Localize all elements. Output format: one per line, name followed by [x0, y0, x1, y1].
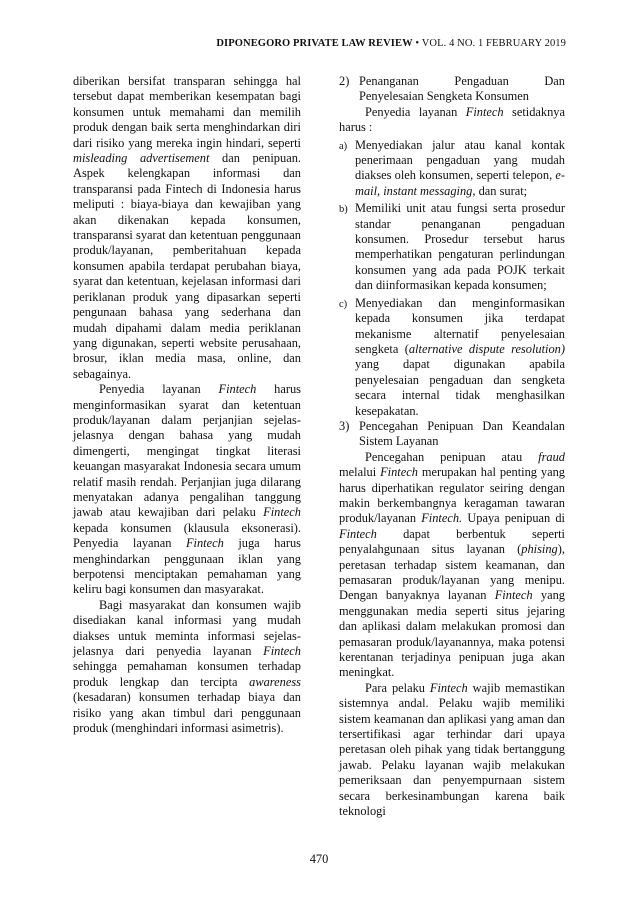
left-paragraph-2: Penyedia layanan Fintech harus menginformasikan syarat dan ketentuan produk/layanan dalam perjanjian sejelas-jelasnya dengan bahasa yang mudah dimengerti, mengingat tingkat literasi keuangan masyarakat Indonesia secara umum relatif masih rendah. Perjanjian juga dilarang menyatakan adanya pengalihan tanggung jawab atau kewajiban dari pelaku Fintech kepada konsumen (klausula eksonerasi). Penyedia layanan Fintech juga harus menghindarkan penggunaan iklan yang berpotensi menciptakan pemahaman yang keliru bagi konsumen dan masyarakat.: [73, 382, 301, 597]
volume-info: VOL. 4 NO. 1 FEBRUARY 2019: [421, 38, 566, 49]
left-column: [73, 74, 301, 736]
section-title: Pencegahan Penipuan Dan Keandalan Sistem Layanan: [359, 418, 565, 449]
right-paragraph-2: Pencegahan penipuan atau fraud melalui Fintech merupakan hal penting yang harus diperhatikan regulator seiring dengan makin berkembangnya keragaman tawaran produk/layanan Fintech. Upaya penipuan di Fintech dapat berbentuk seperti penyalahgunaan situs layanan (phising), peretasan terhadap sistem keamanan, dan pemasaran produk/layanan yang menipu. Dengan banyaknya layanan Fintech yang menggunakan media seperti situs jejaring dan aplikasi dalam melakukan promosi dan pemasaran produk/layanannya, maka potensi kerentanan terjadinya penipuan juga akan meningkat.: [339, 449, 565, 680]
list-number: 2): [339, 74, 350, 88]
list-item-a: a) Menyediakan jalur atau kanal kontak penerimaan pengaduan yang mudah diakses oleh konsumen, seperti telepon, e-mail, instant messaging, dan surat;: [339, 137, 565, 198]
section-heading-3: [339, 419, 565, 450]
right-column: [339, 74, 565, 820]
list-marker: a): [339, 140, 348, 152]
journal-title: DIPONEGORO PRIVATE LAW REVIEW: [216, 38, 413, 49]
section-heading-2: [339, 74, 565, 105]
right-paragraph-3: Para pelaku Fintech wajib memastikan sistemnya andal. Pelaku wajib memiliki sistem keamanan dan aplikasi yang aman dan tersertifikasi agar terhindar dari upaya peretasan oleh pihak yang tidak bertanggung jawab. Pelaku layanan wajib melakukan pemeriksaan dan penyempurnaan sistem secara berkesinambungan karena baik teknologi: [339, 680, 565, 819]
right-paragraph-1: Penyedia layanan Fintech setidaknya harus :: [339, 104, 565, 135]
list-marker: c): [339, 298, 348, 310]
list-item-b: b) Memiliki unit atau fungsi serta prosedur standar penanganan pengaduan konsumen. Prosedur tersebut harus memperhatikan pengaturan perlindungan konsumen yang ada pada POJK terkait dan diinformasikan kepada konsumen;: [339, 201, 565, 293]
list-marker: b): [339, 204, 348, 216]
list-number: 3): [339, 418, 350, 433]
page-number: 470: [309, 852, 329, 866]
list-item-c: c) Menyediakan dan menginformasikan kepada konsumen jika terdapat mekanisme alternatif penyelesaian sengketa (alternative dispute resolution) yang dapat digunakan apabila penyelesaian pengaduan dan sengketa secara internal tidak menghasilkan kesepakatan.: [339, 295, 565, 418]
section-title: Penanganan Pengaduan Dan Penyelesaian Sengketa Konsumen: [359, 74, 565, 104]
left-paragraph-3: Bagi masyarakat dan konsumen wajib disediakan kanal informasi yang mudah diakses untuk meminta informasi sejelas-jelasnya dari penyedia layanan Fintech sehingga pemahaman konsumen terhadap produk lengkap dan tercipta awareness (kesadaran) konsumen terhadap biaya dan risiko yang akan timbul dari penggunaan produk (menghindari informasi asimetris).: [73, 597, 301, 736]
left-paragraph-1: diberikan bersifat transparan sehingga hal tersebut dapat memberikan kesempatan bagi konsumen untuk memahami dan memilih produk dengan baik serta menghindarkan diri dari risiko yang mereka ingin hindari, seperti misleading advertisement dan penipuan. Aspek kelengkapan informasi dan transparansi pada Fintech di Indonesia harus meliputi : biaya-biaya dan kewajiban yang akan dikenakan kepada konsumen, transparansi syarat dan ketentuan penggunaan produk/layanan, pemberitahuan kepada konsumen apabila terdapat perubahan biaya, syarat dan ketentuan, kejelasan informasi dari periklanan produk yang dipasarkan seperti pengunaan bahasa yang sederhana dan mudah dipahami dalam media periklanan yang digunakan, seperti website perusahaan, brosur, iklan media masa, online, dan sebagainya.: [73, 74, 301, 381]
header-bullet: •: [415, 38, 420, 49]
running-header: [216, 38, 566, 49]
